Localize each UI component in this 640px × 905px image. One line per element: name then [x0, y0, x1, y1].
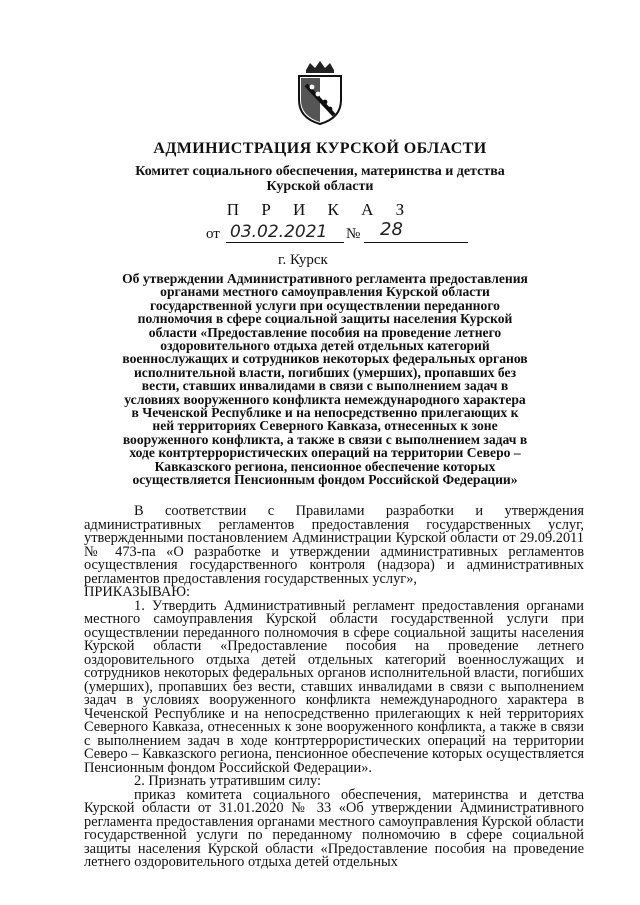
date-label: от [206, 226, 220, 242]
paragraph-preamble: В соответствии с Правилами разработки и утверждения административных регламентов предоставления государственных услуг, утвержденными постановлением Администрации Курской области от 29.09.2011 № 473-па «О разработке и утверждении административных регламентов осуществления государственного контроля (надзора) и административных регламентов предоставления государственных услуг», [84, 503, 584, 587]
document-type: П Р И К А З [226, 200, 414, 219]
document-title: Об утверждении Административного регламента предоставления органами местного самоуправления Курской области государственной услуги при осуществлении переданного полномочия в сфере социальной защиты населения Курской области «Предоставление пособия на проведение летнего оздоровительного отдыха детей отдельных категорий военнослужащих и сотрудников некоторых федеральных органов исполнительной власти, погибших (умерших), пропавших без вести, ставших инвалидами в связи с выполнением задач в условиях вооруженного конфликта немеждународного характера в Чеченской Республике и на непосредственно прилегающих к ней территориях Северного Кавказа, отнесенных к зоне вооруженного конфликта, а также в связи с выполнением задач в ходе контртеррористических операций на территории Северо – Кавказского региона, пенсионное обеспечение которых осуществляется Пенсионным фондом Российской Федерации» [122, 271, 528, 488]
committee-line-1: Комитет социального обеспечения, материнства и детства [135, 164, 505, 179]
number-label: № [346, 226, 361, 242]
city: г. Курск [278, 252, 328, 268]
document-body [84, 505, 584, 870]
paragraph-item-1: 1. Утвердить Административный регламент предоставления органами местного самоуправления Курской области государственной услуги при осуществлении переданного полномочия в сфере социальной защиты населения Курской области «Предоставление пособия на проведение летнего оздоровительного отдыха детей отдельных категорий военнослужащих и сотрудников некоторых федеральных органов исполнительной власти, погибших (умерших), пропавших без вести, ставших инвалидами в связи с выполнением задач в условиях вооруженного конфликта немеждународного характера в Чеченской Республике и на непосредственно прилегающих к ней территориях Северного Кавказа, отнесенных к зоне вооруженного конфликта, а также в связи с выполнением задач в ходе контртеррористических операций на территории Северо – Кавказского региона, пенсионное обеспечение которых осуществляется Пенсионным фондом Российской Федерации». [84, 597, 584, 776]
coat-of-arms-icon [292, 60, 348, 126]
paragraph-item-2: 2. Признать утратившим силу: [134, 773, 321, 789]
committee-line-2: Курской области [266, 179, 374, 194]
org-name: АДМИНИСТРАЦИЯ КУРСКОЙ ОБЛАСТИ [153, 140, 487, 157]
date-number-line [206, 219, 506, 246]
date-handwritten: 03.02.2021 [230, 222, 328, 242]
number-handwritten: 28 [380, 219, 403, 240]
paragraph-order-word: ПРИКАЗЫВАЮ: [84, 584, 191, 600]
committee-name [0, 164, 640, 194]
paragraph-item-2-text: приказ комитета социального обеспечения, материнства и детства Курской области от 31.01.2020 № 33 «Об утверждении Административного регламента предоставления органами местного самоуправления Курской области государственной услуги по переданному полномочию в сфере социальной защиты населения Курской области «Предоставление пособия на проведение летнего оздоровительного отдыха детей отдельных [84, 786, 584, 870]
